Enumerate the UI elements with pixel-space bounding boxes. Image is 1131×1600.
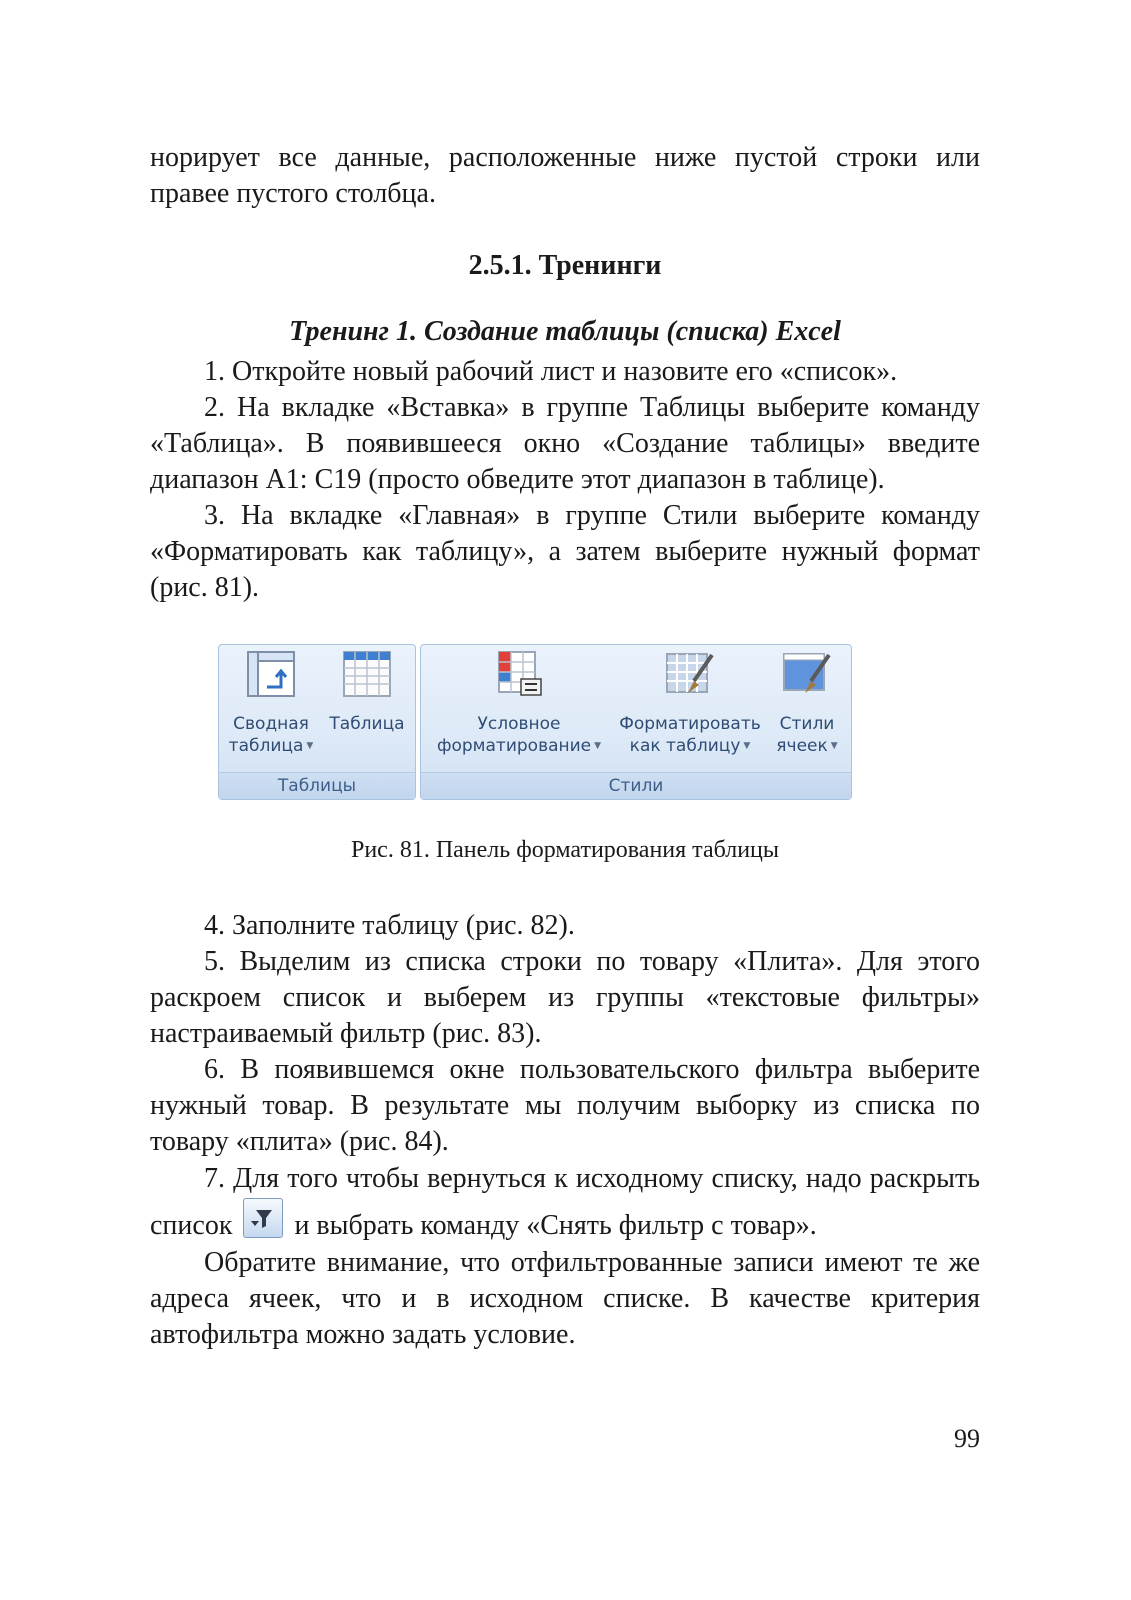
step-7-text-before: 7. Для того чтобы вернуться к исходному списку, надо раскрыть список [150,1163,980,1241]
section-title: 2.5.1. Тренинги [468,250,662,281]
format-as-table-icon [664,649,716,699]
group-label-styles: Стили [421,772,851,799]
conditional-formatting-label-1: Условное [477,714,561,734]
dropdown-arrow-icon: ▼ [743,741,751,751]
step-5: 5. Выделим из списка строки по товару «Плита». Для этого раскроем список и выберем из группы «текстовые фильтры» настраиваемый фильтр (рис. 83). [150,946,980,1049]
table-label: Таблица [329,714,405,734]
conditional-formatting-icon [493,649,545,699]
cell-styles-label-2: ячеек [776,736,828,756]
format-as-table-label-1: Форматировать [619,714,761,734]
conditional-formatting-button[interactable] [427,649,611,765]
training-title: Тренинг 1. Создание таблицы (списка) Excel [289,316,841,347]
page-content [150,140,980,1353]
page-number: 99 [954,1424,980,1453]
step-3: 3. На вкладке «Главная» в группе Стили выберите команду «Форматировать как таблицу», а затем выберите нужный формат (рис. 81). [150,500,980,603]
ribbon-group-styles [420,644,852,800]
dropdown-arrow-icon: ▼ [306,741,314,751]
filter-dropdown-icon [243,1198,283,1238]
pivot-table-label-2: таблица [228,736,304,756]
conditional-formatting-label-2: форматирование [436,736,592,756]
cell-styles-label-1: Стили [779,714,835,734]
table-button[interactable] [323,649,411,765]
step-6: 6. В появившемся окне пользовательского фильтра выберите нужный товар. В результате мы получим выборку из списка по товару «плита» (рис. 84). [150,1054,980,1157]
cell-styles-button[interactable] [769,649,845,765]
pivot-table-icon [245,649,297,699]
step-4: 4. Заполните таблицу (рис. 82). [204,910,575,941]
cell-styles-icon [781,649,833,699]
dropdown-arrow-icon: ▼ [830,741,838,751]
final-paragraph: Обратите внимание, что отфильтрованные записи имеют те же адреса ячеек, что и в исходном списке. В качестве критерия автофильтра можно задать условие. [150,1247,980,1350]
step-7-text-after: и выбрать команду «Снять фильтр с товар». [294,1210,817,1241]
group-label-tables: Таблицы [219,772,415,799]
table-grid-icon [341,649,393,699]
dropdown-arrow-icon: ▼ [594,741,602,751]
format-as-table-button[interactable] [615,649,765,765]
excel-ribbon [218,644,890,802]
step-2: 2. На вкладке «Вставка» в группе Таблицы выберите команду «Таблица». В появившееся окно «Создание таблицы» введите диапазон А1: С19 (просто обведите этот диапазон в таблице). [150,392,980,495]
step-7 [150,1160,980,1245]
step-1: 1. Откройте новый рабочий лист и назовите его «список». [204,356,898,387]
ribbon-group-tables [218,644,416,800]
figure-81 [218,644,890,802]
figure-caption: Рис. 81. Панель форматирования таблицы [350,837,780,863]
format-as-table-label-2: как таблицу [629,736,741,756]
pivot-table-label-1: Сводная [233,714,309,734]
pivot-table-button[interactable] [225,649,317,765]
top-paragraph: норирует все данные, расположенные ниже пустой строки или правее пустого столбца. [150,142,980,209]
